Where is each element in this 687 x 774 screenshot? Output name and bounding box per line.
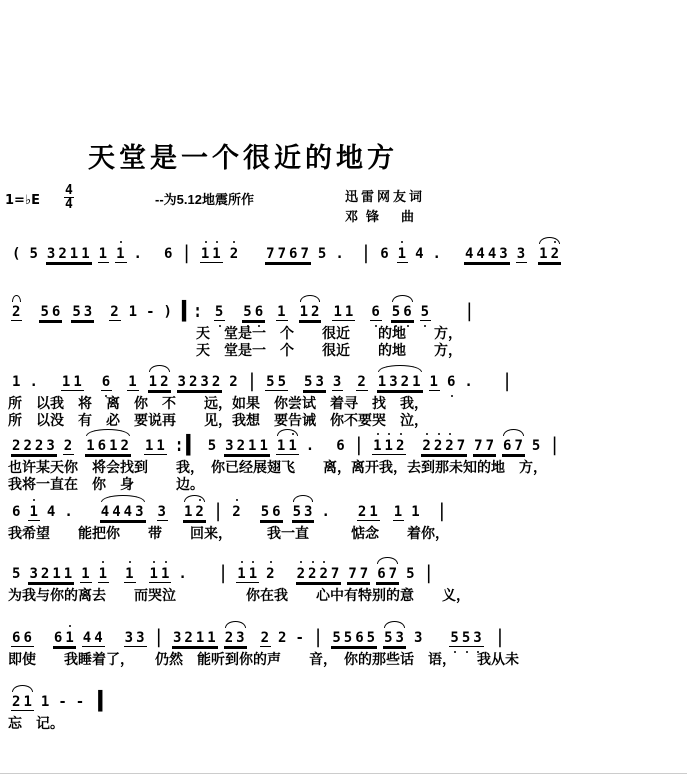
slur-arc [378,365,422,372]
note-token: 2 3 [224,630,247,647]
octave-dot-above [438,433,440,435]
octave-dot-below [477,651,479,653]
note-token: 1 1 [333,304,355,320]
note-token: 3 [157,504,167,520]
note-token: 1 [429,374,439,390]
lyricist-credit: 迅雷网友词 [345,189,426,204]
note-token: - [58,694,68,710]
note-token: 4 [415,246,425,262]
note-token: 1 2 [148,374,171,391]
octave-dot-above [388,433,390,435]
octave-dot-above [102,561,104,563]
note-token: 6 [446,374,457,390]
slur-arc [277,429,298,436]
note-token: 3 2 1 1 [46,246,91,262]
note-token: - [146,304,156,320]
lyrics-line: 即使 我睡着了， 仍然 能听到你的声 音， 你的那些话 语， 我从未 [8,653,519,668]
slur-arc [149,365,170,372]
note-token: 2 [278,630,288,646]
note-token: 3 2 1 1 [172,630,217,646]
note-token: 2 2 2 3 [12,438,56,454]
note-token: 5 3 [304,374,325,390]
note-token: . [29,374,39,390]
note-token: 5 [317,246,328,262]
note-token: 1 [98,566,109,583]
dedication-subtitle: --为5.12地震所作 [155,192,254,207]
note-token: 1 [12,374,22,390]
system-verse-3 [8,428,678,494]
octave-dot-below [247,325,249,327]
note-token: 2 [260,630,270,646]
lyrics-line: 天 堂是一 个 很近 的地 方， [196,344,462,359]
composer-credit [345,206,414,225]
note-token: 1 [128,374,138,390]
octave-dot-above [270,561,272,563]
note-token: 3 3 [124,630,146,646]
note-token: . [64,504,74,520]
note-token: 6 7 [502,438,525,455]
note-token: 6 [163,246,174,262]
barline: | [213,501,224,523]
key-signature: 1=♭E [5,193,40,208]
note-token: 2 [231,504,242,520]
barline: | [437,501,448,523]
note-token: . [432,246,442,262]
slur-arc [377,557,398,564]
note-token: 1 2 [183,504,206,521]
notation-line-3 [8,428,678,460]
slur-arc [86,429,130,436]
octave-dot-above [426,433,428,435]
note-token: 7 7 [474,438,495,454]
barline: | [313,627,324,649]
note-token: 4 [46,504,57,520]
octave-dot-above [241,561,243,563]
note-token: 1 1 [276,438,299,455]
composer-role: 曲 [401,209,415,224]
note-token: 1 [128,304,139,320]
octave-dot-above [33,499,35,501]
octave-dot-above [153,561,155,563]
system-chorus-3 [8,620,678,669]
notation-line-5 [8,556,678,588]
note-token: 7 7 [348,566,370,582]
composer-name: 邓锋 [345,209,388,224]
note-token: 5 6 [391,304,414,321]
slur-arc [300,295,321,302]
note-token: 5 [406,566,416,582]
barline: | [182,243,192,265]
note-token: . [335,246,345,262]
note-token: 5 3 [292,504,315,521]
note-token: 4 4 4 3 [464,246,509,262]
note-token: 2 2 2 7 [296,566,342,583]
note-token: 2 2 2 7 [421,438,467,455]
barline: : ▌ [174,435,196,457]
octave-dot-below [466,651,468,653]
octave-dot-above [312,561,314,563]
system-intro [8,236,678,268]
notation-line-7 [8,684,678,716]
octave-dot-below [219,325,221,327]
barline: | [502,371,513,393]
barline: | [354,435,365,457]
note-token: 2 [229,374,239,390]
note-token: 3 2 1 1 [29,566,74,582]
note-token: 1 1 [236,566,259,583]
note-token: . [305,438,316,454]
barline: | [465,301,475,323]
note-token: 5 [29,246,39,262]
octave-dot-above [216,241,218,243]
note-token: 5 5 6 5 [332,630,377,646]
note-token: 1 1 2 [372,438,406,455]
note-token: 6 [12,504,22,520]
note-token: 1 2 [299,304,322,321]
note-token: 3 [413,630,424,646]
note-token: 2 [110,304,120,320]
octave-dot-above [120,241,122,243]
note-token: 1 [81,566,91,582]
note-token: 6 1 [53,630,76,647]
barline: | [361,243,372,265]
octave-dot-above [400,433,402,435]
system-ending [8,684,678,733]
slur-arc [392,295,413,302]
note-token: 2 [357,374,367,390]
note-token: 1 [40,694,51,710]
octave-dot-below [375,325,377,327]
note-token: 6 [380,246,390,262]
note-token: 5 6 [40,304,62,320]
octave-dot-above [129,561,131,563]
note-token: 1 1 [200,246,223,263]
octave-dot-above [323,561,325,563]
barline: | [550,435,560,457]
note-token: . [178,566,188,582]
song-title: 天堂是一个很近的地方 [88,143,398,173]
octave-dot-above [401,241,403,243]
note-token: 2 1 [11,694,34,711]
lyrics-line: 我希望 能把你 带 回来， 我一直 惦念 着你， [8,527,449,542]
note-token: 1 [124,566,135,583]
note-token: 3 [332,374,343,390]
note-token: 5 [207,438,218,454]
notation-line-6 [8,620,678,652]
note-token: ( [12,246,22,262]
system-chorus-2 [8,556,678,605]
note-token: 5 [420,304,431,321]
note-token: . [133,246,143,262]
slur-arc [12,295,21,302]
note-token: 5 6 [242,304,265,321]
octave-dot-below [407,325,409,327]
note-token: 4 4 4 3 [100,504,146,521]
note-token: - [75,694,86,710]
note-token: 1 2 [538,246,561,263]
system-verse-1 [8,294,678,360]
note-token: 4 4 [82,630,104,646]
slur-arc [184,495,205,502]
notation-line-1 [8,294,678,326]
note-token: 6 [336,438,346,454]
octave-dot-above [205,241,207,243]
note-token: 3 [516,246,527,262]
note-token: 5 [12,566,22,582]
lyrics-line: 为我与你的离去 而哭泣 你在我 心中有特别的意 义， [8,589,470,604]
note-token: 1 1 [144,438,166,454]
note-token: 1 [393,504,404,520]
note-token: 1 [98,246,109,262]
note-token: 5 [214,304,225,321]
note-token: 1 1 [149,566,172,583]
barline: ▌ : [181,301,203,323]
note-token: 3 2 1 1 [225,438,269,454]
note-token: 1 [277,304,287,320]
note-token: 1 [28,504,39,521]
octave-dot-above [165,561,167,563]
barline: | [247,371,258,393]
octave-dot-above [252,561,254,563]
note-token: 6 6 [12,630,33,646]
slur-arc [539,237,560,244]
lyrics-line: 也许某天你 将会找到 我， 你已经展翅飞 离，离开我，去到那未知的地 方， [8,461,547,476]
slur-arc [503,429,524,436]
note-token: 1 [397,246,408,263]
note-token: 6 7 [376,566,399,583]
barline: | [218,563,229,585]
notation-line-4 [8,494,678,526]
lyrics-line: 所 以我 将 离 你 不 远，如果 你尝试 着寻 找 我， [8,397,428,412]
lyrics-line: 我将一直在 你 身 边。 [8,478,204,493]
time-signature-denominator: 4 [65,197,73,212]
slur-arc [101,495,145,502]
notation-line-intro [8,236,678,268]
octave-dot-below [451,395,453,397]
note-token: 6 [101,374,112,391]
note-token: 3 2 3 2 [177,374,222,390]
note-token: 7 7 6 7 [266,246,310,262]
note-token: 1 1 [61,374,83,390]
time-signature [64,184,74,211]
lyrics-line: 天 堂是一 个 很近 的地 方， [196,327,462,342]
note-token: 2 1 [357,504,379,520]
time-signature-numerator: 4 [65,183,73,198]
note-token: 5 5 [266,374,287,390]
octave-dot-above [377,433,379,435]
note-token: 2 [229,246,240,262]
barline: ▌ [98,691,108,713]
note-token: 5 3 [383,630,406,647]
octave-dot-above [292,433,294,435]
octave-dot-above [236,499,238,501]
note-token: 5 3 [72,304,94,320]
slur-arc [12,685,33,692]
system-verse-2 [8,364,678,430]
note-token: 1 [411,504,421,520]
octave-dot-above [69,625,71,627]
barline: | [424,563,434,585]
note-token: . [321,504,331,520]
slur-arc [293,495,314,502]
note-token: 5 [531,438,542,454]
octave-dot-above [300,561,302,563]
note-token: 5 6 [260,504,282,520]
system-chorus-1 [8,494,678,543]
note-token: - [295,630,305,646]
barline: | [495,627,506,649]
note-token: 6 [370,304,381,321]
note-token: 2 [11,304,22,321]
note-token: . [464,374,474,390]
note-token: 2 [265,566,276,582]
note-token: 1 6 1 2 [85,438,131,455]
lyrics-line: 所 以没 有 必 要说再 见，我想 要告诫 你不要哭 泣， [8,414,428,429]
slur-arc [225,621,246,628]
barline: | [154,627,164,649]
note-token: 5 5 3 [449,630,483,647]
note-token: 1 [115,246,126,263]
note-token: 1 3 2 1 [377,374,423,391]
notation-line-2 [8,364,678,396]
octave-dot-above [449,433,451,435]
lyrics-line: 忘 记。 [8,717,64,732]
note-token: ) [163,304,173,320]
slur-arc [384,621,405,628]
note-token: 2 [63,438,74,454]
octave-dot-above [233,241,235,243]
